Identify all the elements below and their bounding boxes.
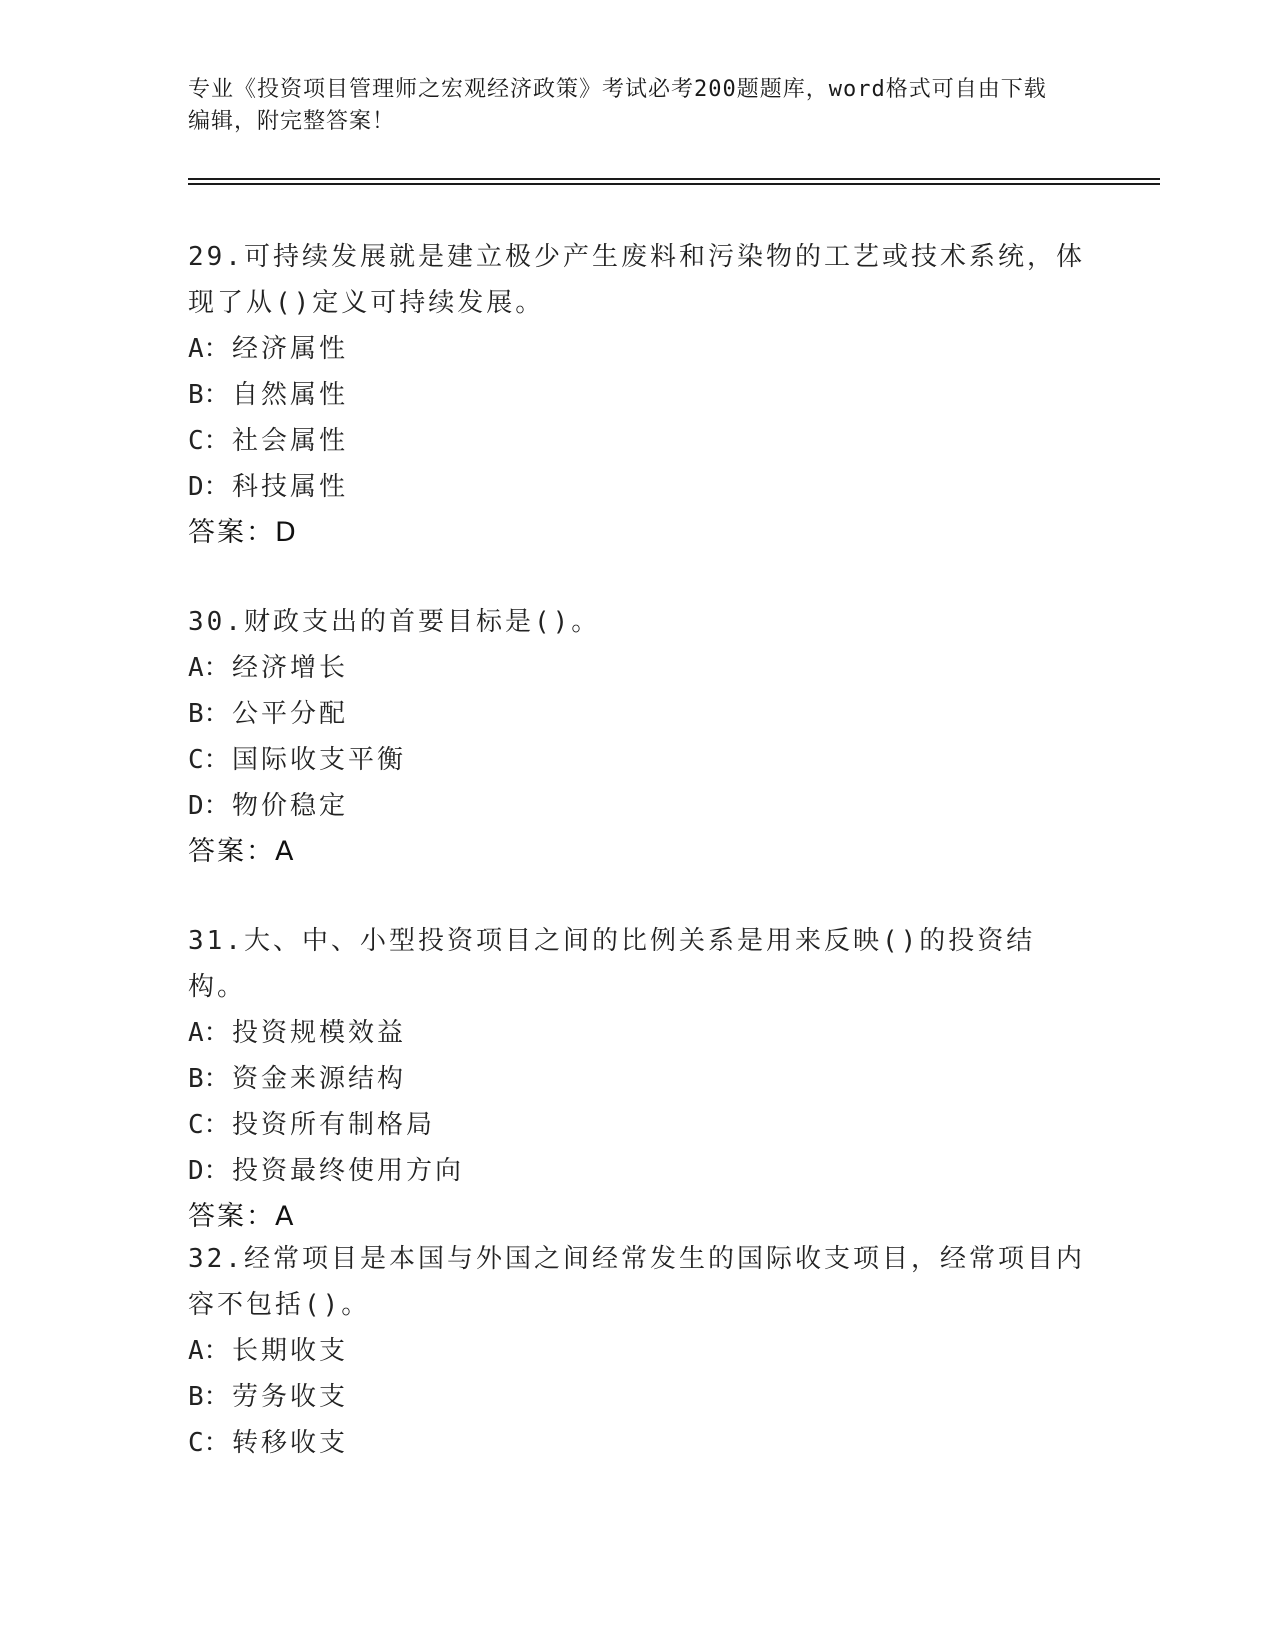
option-text: 投资所有制格局 bbox=[232, 1110, 436, 1140]
option-d bbox=[188, 783, 1088, 829]
option-text: 国际收支平衡 bbox=[232, 745, 407, 775]
option-text: 劳务收支 bbox=[232, 1382, 349, 1412]
option-key: D： bbox=[188, 791, 230, 821]
question-stem: 32.经常项目是本国与外国之间经常发生的国际收支项目，经常项目内容不包括()。 bbox=[188, 1244, 1085, 1320]
option-b bbox=[188, 691, 1088, 737]
option-key: A： bbox=[188, 334, 230, 364]
header-divider-bottom bbox=[188, 183, 1160, 185]
option-text: 转移收支 bbox=[232, 1428, 349, 1458]
option-c bbox=[188, 1102, 1088, 1148]
question-stem: 31.大、中、小型投资项目之间的比例关系是用来反映()的投资结构。 bbox=[188, 926, 1036, 1002]
question-30 bbox=[188, 599, 1088, 875]
option-b bbox=[188, 1374, 1088, 1420]
option-b bbox=[188, 1056, 1088, 1102]
option-a bbox=[188, 326, 1088, 372]
option-key: B： bbox=[188, 1064, 230, 1094]
option-b bbox=[188, 372, 1088, 418]
option-text: 资金来源结构 bbox=[232, 1064, 407, 1094]
question-stem: 30.财政支出的首要目标是()。 bbox=[188, 607, 601, 637]
option-key: B： bbox=[188, 380, 230, 410]
option-c bbox=[188, 418, 1088, 464]
header-divider-top bbox=[188, 178, 1160, 180]
option-text: 自然属性 bbox=[232, 380, 349, 410]
option-key: D： bbox=[188, 472, 230, 502]
option-key: C： bbox=[188, 426, 230, 456]
option-text: 社会属性 bbox=[232, 426, 349, 456]
option-text: 科技属性 bbox=[232, 472, 349, 502]
answer-line: 答案：A bbox=[188, 1201, 296, 1232]
option-c bbox=[188, 1420, 1088, 1466]
option-text: 长期收支 bbox=[232, 1336, 349, 1366]
question-32 bbox=[188, 1236, 1088, 1466]
option-a bbox=[188, 645, 1088, 691]
option-d bbox=[188, 464, 1088, 510]
option-key: A： bbox=[188, 1018, 230, 1048]
answer-line: 答案：D bbox=[188, 517, 298, 548]
option-text: 公平分配 bbox=[232, 699, 349, 729]
answer-line: 答案：A bbox=[188, 836, 296, 867]
option-text: 经济属性 bbox=[232, 334, 349, 364]
option-a bbox=[188, 1010, 1088, 1056]
question-stem: 29.可持续发展就是建立极少产生废料和污染物的工艺或技术系统，体现了从()定义可持续发展。 bbox=[188, 242, 1085, 318]
option-key: B： bbox=[188, 699, 230, 729]
option-text: 投资规模效益 bbox=[232, 1018, 407, 1048]
question-29 bbox=[188, 234, 1088, 556]
option-key: A： bbox=[188, 1336, 230, 1366]
option-key: C： bbox=[188, 745, 230, 775]
option-a bbox=[188, 1328, 1088, 1374]
option-key: A： bbox=[188, 653, 230, 683]
option-text: 经济增长 bbox=[232, 653, 349, 683]
document-header: 专业《投资项目管理师之宏观经济政策》考试必考200题题库，word格式可自由下载编辑，附完整答案！ bbox=[188, 77, 1047, 134]
option-key: C： bbox=[188, 1110, 230, 1140]
option-key: D： bbox=[188, 1156, 230, 1186]
option-key: B： bbox=[188, 1382, 230, 1412]
option-text: 投资最终使用方向 bbox=[232, 1156, 465, 1186]
option-text: 物价稳定 bbox=[232, 791, 349, 821]
option-d bbox=[188, 1148, 1088, 1194]
question-31 bbox=[188, 918, 1088, 1240]
option-key: C： bbox=[188, 1428, 230, 1458]
option-c bbox=[188, 737, 1088, 783]
